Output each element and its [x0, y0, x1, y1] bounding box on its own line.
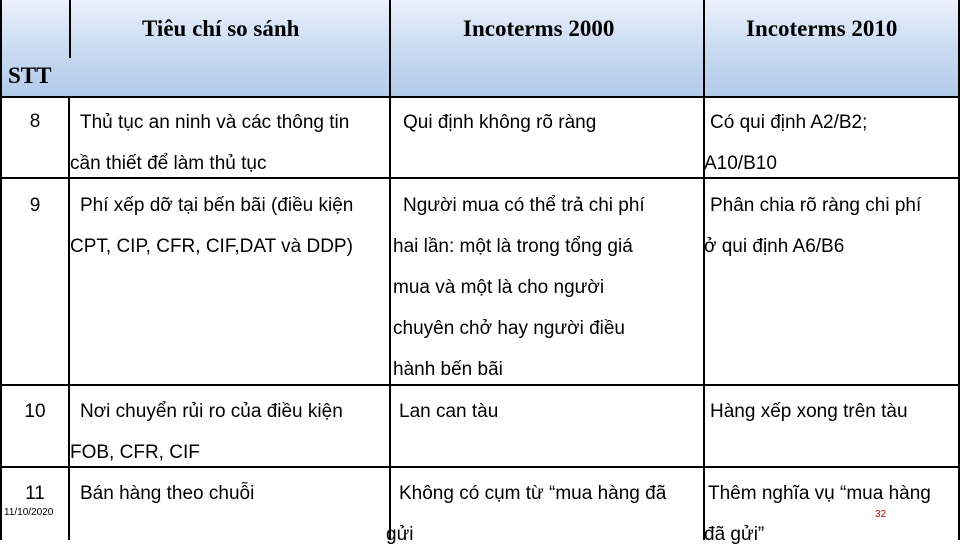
- row-2000-line: Người mua có thể trả chi phí: [403, 195, 645, 216]
- row-stt: 9: [29, 195, 41, 216]
- row-2000-line: Lan can tàu: [399, 401, 499, 422]
- row-criteria-line: Phí xếp dỡ tại bến bãi (điều kiện: [80, 195, 354, 216]
- row-2010-line: Phân chia rõ ràng chi phí: [710, 195, 922, 216]
- footer-date: 11/10/2020: [4, 507, 54, 518]
- row-2000-line: hành bến bãi: [393, 359, 503, 380]
- row-criteria-line: CPT, CIP, CFR, CIF,DAT và DDP): [70, 236, 353, 257]
- page-number: 32: [875, 509, 887, 520]
- row-2010-line: A10/B10: [704, 153, 777, 174]
- row-stt: 10: [24, 401, 46, 422]
- grid-line: [703, 0, 705, 540]
- row-2000-line: chuyên chở hay người điều: [393, 318, 625, 339]
- row-criteria-line: Thủ tục an ninh và các thông tin: [80, 112, 350, 133]
- row-stt: 8: [29, 111, 41, 132]
- row-2000-line: mua và một là cho người: [393, 277, 605, 298]
- row-2010-line: Có qui định A2/B2;: [710, 112, 868, 133]
- header-criteria: Tiêu chí so sánh: [142, 16, 300, 41]
- header-incoterms-2000: Incoterms 2000: [463, 16, 615, 41]
- table-header: [0, 0, 960, 97]
- row-2010-line: Hàng xếp xong trên tàu: [710, 401, 908, 422]
- row-criteria-line: Nơi chuyển rủi ro của điều kiện: [80, 401, 343, 422]
- header-incoterms-2010: Incoterms 2010: [746, 16, 898, 41]
- row-criteria-line: cần thiết để làm thủ tục: [70, 153, 267, 174]
- row-2000-line: gửi: [386, 524, 414, 545]
- grid-line: [389, 0, 391, 540]
- row-stt: 11: [25, 483, 45, 504]
- grid-line: [0, 96, 960, 98]
- header-stt: STT: [8, 63, 52, 88]
- grid-line: [69, 0, 71, 58]
- row-2010-line: ở qui định A6/B6: [704, 236, 845, 257]
- row-2010-line: đã gửi”: [704, 524, 765, 545]
- row-2000-line: hai lần: một là trong tổng giá: [393, 236, 633, 257]
- row-criteria-line: Bán hàng theo chuỗi: [80, 483, 255, 504]
- row-criteria-line: FOB, CFR, CIF: [70, 442, 200, 463]
- row-2000-line: Qui định không rõ ràng: [403, 112, 597, 133]
- row-2010-line: Thêm nghĩa vụ “mua hàng: [708, 483, 931, 504]
- grid-line: [0, 0, 2, 540]
- row-2000-line: Không có cụm từ “mua hàng đã: [399, 483, 667, 504]
